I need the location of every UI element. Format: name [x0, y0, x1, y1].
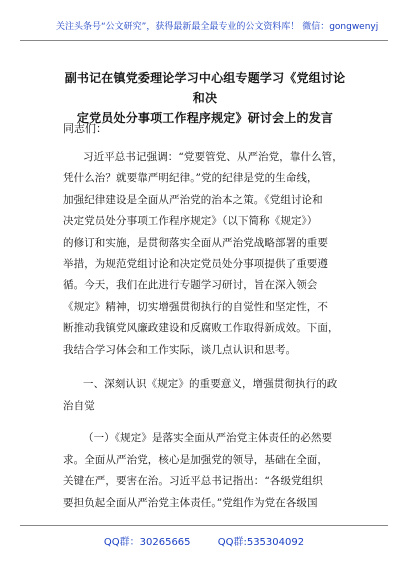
document-title — [60, 68, 350, 128]
footer-qq-group-2: QQ群:535304092 — [217, 537, 305, 548]
body-line: 我结合学习体会和工作实际，谈几点认识和思考。 — [63, 344, 297, 356]
header-divider — [20, 40, 388, 41]
body-line: 举措，为规范党组讨论和决定党员处分事项提供了重要遵 — [63, 258, 328, 270]
footer-qq-group-1: QQ群：30265665 — [103, 537, 191, 548]
body-line: 断推动我镇党风廉政建设和反腐败工作取得新成效。下面， — [63, 322, 339, 334]
body-line: 凭什么治？就要靠严明纪律。”党的纪律是党的生命线， — [63, 172, 318, 184]
body-line: 的修订和实施，是贯彻落实全面从严治党战略部署的重要 — [63, 237, 328, 249]
section-heading-line: 一、深刻认识《规定》的重要意义，增强贯彻执行的政 — [83, 378, 338, 390]
body-line: 加强纪律建设是全面从严治党的治本之策。《党组讨论和 — [63, 194, 323, 206]
body-line: 《规定》精神，切实增强贯彻执行的自觉性和坚定性，不 — [63, 301, 328, 313]
body-line: 决定党员处分事项工作程序规定》（以下简称《规定》） — [63, 215, 318, 227]
title-line-2: 定党员处分事项工作程序规定》研讨会上的发言 — [76, 111, 334, 125]
body-line: 循。今天，我们在此进行专题学习研讨，旨在深入领会 — [63, 279, 318, 291]
title-line-1: 副书记在镇党委理论学习中心组专题学习《党组讨论和决 — [64, 71, 346, 105]
salutation: 同志们： — [63, 122, 107, 135]
header-banner: 关注头条号“公文研究”，获得最新最全最专业的公文资料库！ 微信：gongwenyj — [56, 22, 379, 32]
body-line: 要担负起全面从严治党主体责任。”党组作为党在各级国 — [63, 497, 318, 509]
footer — [0, 533, 408, 548]
section-heading-line: 治自觉 — [63, 400, 95, 412]
footer-divider — [20, 525, 388, 526]
body-line: （一）《规定》是落实全面从严治党主体责任的必然要 — [83, 432, 333, 444]
body-line: 求。全面从严治党，核心是加强党的领导，基础在全面， — [63, 454, 328, 466]
body-line: 关键在严，要害在治。习近平总书记指出：“各级党组织 — [63, 475, 323, 487]
body-line: 习近平总书记强调：“党要管党、从严治党，靠什么管， — [83, 151, 343, 163]
